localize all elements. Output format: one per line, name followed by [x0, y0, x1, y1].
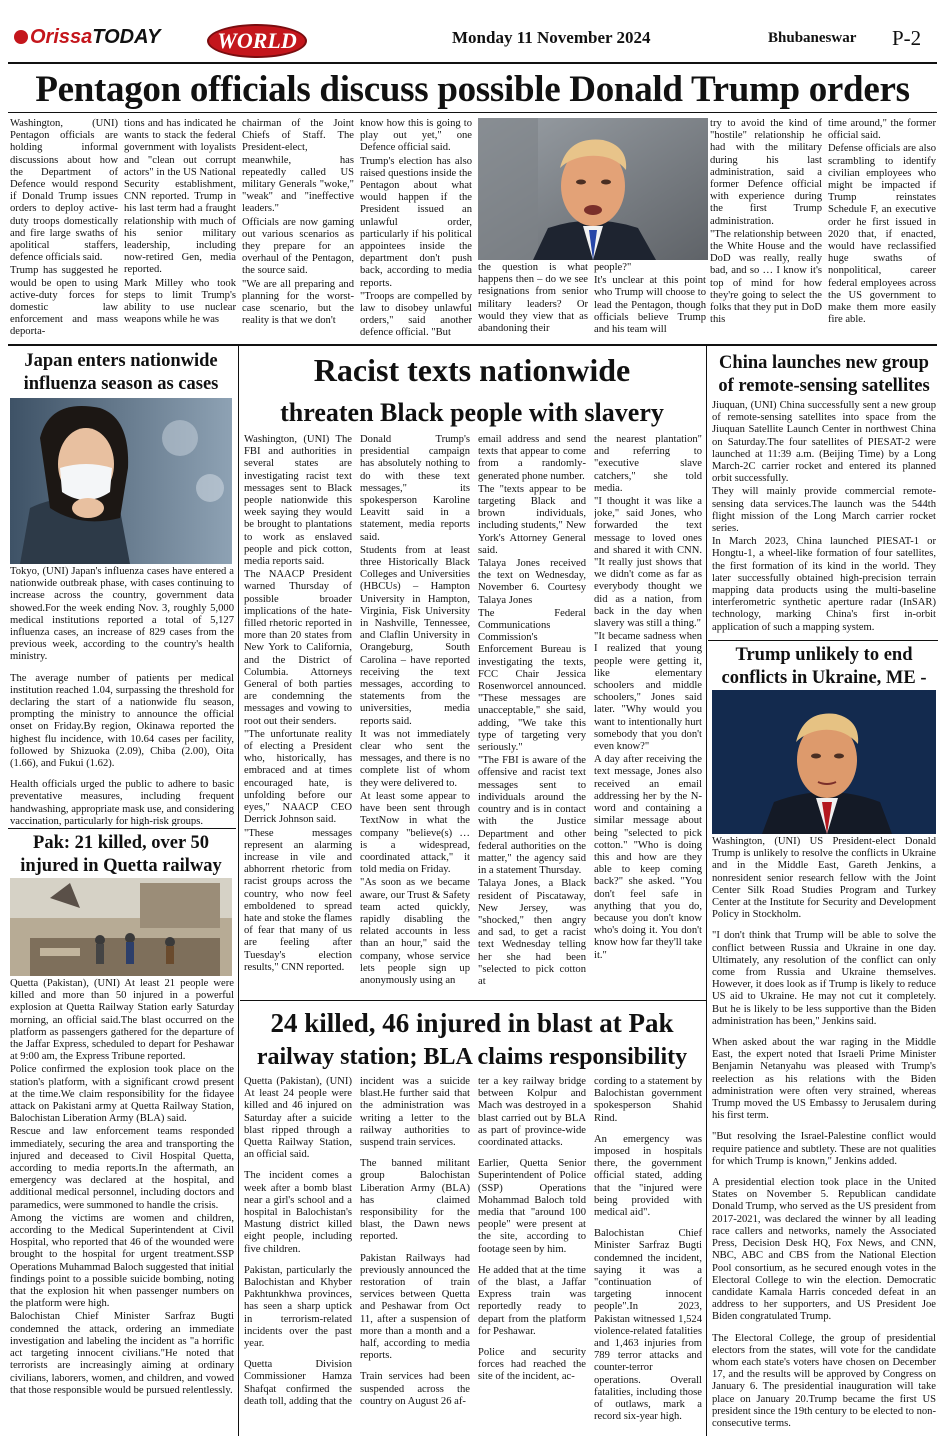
lead-column-1: [10, 118, 118, 340]
lead-column-6: [594, 262, 706, 340]
racist-paragraph: "These messages represent an alarming increase in vile and abhorrent rhetoric from racist groups across the country, who now feel emboldened to spread hate and stoke the flames of fear that many of us are feeling after Tuesday's election results," CNN reported.: [244, 827, 352, 973]
japan-body: [10, 566, 234, 826]
racist-paragraph: the nearest plantation" and referring to "executive slave catchers," she told media.: [594, 434, 702, 494]
logo-brand-part1: Orissa: [30, 26, 93, 48]
lead-headline-rule: [8, 112, 937, 113]
racist-column-1: [244, 434, 352, 994]
ukraine-paragraph: "I don't think that Trump will be able to solve the conflict between Russia and Ukraine in one day. Ultimately, any resolution of the conflict can only come from Russia and Ukraine themselves. However, it does look as if Trump is likely to reduce US aid to Ukraine. He may not cut it completely. But he is likely to be less supportive than the Biden administration has been," Jenkins said.: [712, 930, 936, 1027]
blast-column-1: [244, 1076, 352, 1436]
racist-paragraph: "I thought it was like a joke," said Jones, who forwarded the text message to loved ones and shared it with CNN. "It really just shows that we didn't come as far as everybody thought we did as a nation, from back in the day when slavery was still a thing.": [594, 496, 702, 630]
blast-column-4: [594, 1076, 702, 1436]
city-label: Bhubaneswar: [768, 30, 857, 46]
lead-photo-trump: [478, 118, 708, 260]
racist-paragraph: The "texts appear to be targeting Black and brown individuals, including students," New York's Attorney General said.: [478, 483, 586, 556]
lead-paragraph: know how this is going to play out yet," one Defence official said.: [360, 118, 472, 154]
racist-paragraph: The NAACP President warned Thursday of possible broader implications of the hate-filled rhetoric reported in more than 20 states from New York to California, and the District of Columbia. Attorneys General of both parties are condemning the messages and vowing to root out their senders.: [244, 569, 352, 727]
blast-paragraph: incident was a suicide blast.He further said that the administration was writing a letter to the railway authorities to suspend train services.: [360, 1076, 470, 1149]
racist-paragraph: At least some appear to have been sent through TextNow in what the company "believe(s) … is a widespread, coordinated attack," it told media on Friday.: [360, 790, 470, 876]
quetta-small-paragraph: Police confirmed the explosion took place on the station's platform, with a significant crowd present at the time.We claim responsibility for the fidayee attack on Pakistani army at Quetta Railway Station, Balochistan Liberation Army (BLA) said.: [10, 1064, 234, 1125]
lead-paragraph: try to avoid the kind of "hostile" relationship he had with the military during his last administration, said a former Defence official with experience during the first Trump administration.: [710, 118, 822, 227]
lead-bottom-rule: [8, 344, 937, 346]
lead-paragraph: Defense officials are also scrambling to identify civilian employees who might be impacted if Trump reinstates Schedule F, an executive order he first issued in 2020 that, if enacted, would have reclassified huge swaths of nonpolitical, career federal employees across the US government to make them more easily fire able.: [828, 143, 936, 326]
racist-paragraph: Talaya Jones received the text on Wednesday, November 6. Courtesy Talaya Jones: [478, 558, 586, 606]
lead-paragraph: Washington, (UNI) Pentagon officials are holding informal discussions about how the Department of Defence would respond if Donald Trump issues orders to deploy active-duty troops domestically and fire large swaths of apolitical staffers, defence officials said.: [10, 118, 118, 264]
ukraine-paragraph: When asked about the war raging in the Middle East, the expert noted that Israeli Prime Minister Benjamin Netanyahu was pleased with Trump's reelection as his relations with the Biden administration were often very strained, whereas Trump moved the US Embassy to Jerusalem during his first term.: [712, 1037, 936, 1122]
blast-column-2: [360, 1076, 470, 1436]
lead-column-3: [242, 118, 354, 340]
lead-paragraph: Trump's election has also raised questions inside the Pentagon about what would happen if the President issued an unlawful order, particularly if his political appointees inside the department don't push back, according to media reports.: [360, 155, 472, 289]
quetta-small-paragraph: Quetta (Pakistan), (UNI) At least 21 people were killed and more than 50 injured in a powerful explosion at Quetta Railway Station early Saturday morning, an official said.The blast occurred on the platform as passengers gathered for the departure of the Jaffar Express, scheduled to depart for Peshawar at 9:00 am, the Express Tribune reported.: [10, 978, 234, 1063]
dateline: Monday 11 November 2024: [452, 28, 651, 47]
china-body: [712, 400, 936, 638]
japan-paragraph: The average number of patients per medical institution reached 1.04, surpassing the threshold for declaring the start of a nationwide flu season, prompting the ministry to announce the official onset on Friday.By region, Okinawa reported the highest flu incidence, with 10.64 cases per facility, followed by Shizuoka (2.09), Chiba (2.00), Oita (1.66), and Fukui (1.62).: [10, 672, 234, 770]
blast-paragraph: An emergency was imposed in hospitals there, the government official stated, adding that the "injured were being provided with medical aid".: [594, 1133, 702, 1219]
ukraine-body: [712, 836, 936, 1436]
blast-headline-line2: railway station; BLA claims responsibility: [256, 1044, 688, 1070]
blast-paragraph: Quetta Division Commissioner Hamza Shafqat confirmed the death toll, adding that the: [244, 1359, 352, 1407]
racist-paragraph: "It became sadness when I realized that young people were getting it, like elementary schoolers and middle schoolers," Jones said later. "Why would you want to intentionally hurt somebody that you don't even know?": [594, 631, 702, 753]
blast-headline-line1: 24 killed, 46 injured in blast at Pak: [270, 1008, 674, 1038]
lead-headline: Pentagon officials discuss possible Donald Trump orders: [35, 69, 910, 110]
racist-paragraph: "The unfortunate reality of electing a President who, historically, has embraced and at times encouraged hate, is unfolding before our eyes," NAACP CEO Derrick Johnson said.: [244, 728, 352, 826]
right-column-divider: [706, 346, 707, 1436]
racist-bottom-rule: [240, 1000, 706, 1001]
racist-paragraph: A day after receiving the text message, Jones also received an email addressing her by the N-word and containing a similar message about being "selected to pick cotton." "Who is doing this and how are they able to keep coming back?" she asked. "You don't feel safe in anything that you do, because you don't know who's doing it. You don't know how far they'll take it.": [594, 754, 702, 961]
japan-paragraph: Health officials urged the public to adhere to basic preventative measures, including frequent handwashing, appropriate mask use, and considering vaccination, particularly for high-risk groups.: [10, 779, 234, 826]
lead-paragraph: tions and has indicated he wants to stack the federal government with loyalists and "clean out corrupt actors" in the US National Security establishment, CNN reported. Trump in his last term had a fraught relationship with much of his senior military leadership, including now-retired Gen, media reported.: [124, 118, 236, 276]
ukraine-headline: Trump unlikely to end conflicts in Ukraine, ME -: [721, 645, 927, 688]
blast-paragraph: Train services had been suspended across the country on August 26 af-: [360, 1371, 470, 1407]
ukraine-paragraph: The Electoral College, the group of presidential electors from the states, will vote for the candidate whom each state's voters have chosen on December 17, and the results will be approved by Congress on January 6. The presidential inauguration will take place on January 20.Trump became the first US president since the 19th century to be elected to non-consecutive terms.: [712, 1332, 936, 1429]
china-paragraph: In March 2023, China launched PIESAT-1 or Hongtu-1, a wheel-like formation of four satellites, the first formation of its kind in the world. They later successfully obtained high-precision terrain mapping data products using the multi-baseline interferometric synthetic aperture radar (InSAR) technology, marking China's first in-orbit application of such a mapping system.: [712, 536, 936, 633]
lead-paragraph: the question is what happens then – do we see resignations from senior military leaders? Or would they view that as abandoning their: [478, 262, 588, 335]
blast-paragraph: Quetta (Pakistan), (UNI) At least 24 people were killed and 46 injured on Saturday after a suicide blast ripped through a Quetta Railway Station, an official said.: [244, 1076, 352, 1161]
lead-paragraph: Trump has suggested he would be open to using active-duty forces for domestic law enforcement and mass deporta-: [10, 265, 118, 338]
quetta-small-paragraph: Balochistan Chief Minister Sarfraz Bugti condemned the attack, ordering an immediate investigation and labeling the incident as "a horrific act targeting innocent civilians."He noted that terrorists are increasingly aiming at ordinary civilians, laborers, women, and children, and vowed that those responsible would be pursued relentlessly.: [10, 1311, 234, 1396]
racist-paragraph: It was not immediately clear who sent the messages, and there is no complete list of whom they were delivered to.: [360, 728, 470, 789]
racist-paragraph: email address and send texts that appear to come from a randomly-generated phone number.: [478, 434, 586, 482]
china-paragraph: They will mainly provide commercial remote-sensing data services.The launch was the 544th flight mission of the Long March carrier rocket series.: [712, 486, 936, 535]
blast-paragraph: Pakistan Railways had previously announced the restoration of train services between Quetta and Peshawar from Oct 11, after a suspension of more than a month and a half, according to media reports.: [360, 1252, 470, 1362]
page-number: P-2: [892, 26, 922, 50]
logo-emblem-icon: [14, 30, 28, 44]
lead-column-7: [710, 118, 822, 340]
racist-headline-line2: threaten Black people with slavery: [280, 398, 664, 427]
racist-column-2: [360, 434, 470, 994]
lead-paragraph: "Troops are compelled by law to disobey unlawful orders," said another defence official. "But: [360, 290, 472, 339]
lead-paragraph: "We are all preparing and planning for the worst-case scenario, but the reality is that we don't: [242, 278, 354, 327]
quetta-blast-site-photo: [10, 878, 232, 976]
blast-paragraph: The incident comes a week after a bomb blast near a girl's school and a hospital in Balochistan's Mastung district killed eight people, including five children.: [244, 1170, 352, 1255]
ukraine-photo-trump: [712, 690, 936, 834]
blast-paragraph: He added that at the time of the blast, a Jaffar Express train was reportedly ready to depart from the platform for Peshawar.: [478, 1264, 586, 1337]
racist-paragraph: "As soon as we became aware, our Trust & Safety team acted quickly, rapidly disabling the related accounts in less than an hour," said the company, whose service lets people sign up anonymously using an: [360, 877, 470, 986]
quetta-small-headline: Pak: 21 killed, over 50 injured in Quetta railway: [20, 833, 222, 876]
lead-column-2: [124, 118, 236, 340]
lead-column-4: [360, 118, 472, 340]
ukraine-paragraph: Washington, (UNI) US President-elect Donald Trump is unlikely to resolve the conflicts in Ukraine and in the Middle East, Gareth Jenkins, a nonresident senior research fellow with the Joint Center Silk Road Studies Program and Turkey Center at the Institute for Security and Development Policy in Stockholm.: [712, 836, 936, 921]
china-paragraph: Jiuquan, (UNI) China successfully sent a new group of remote-sensing satellites into space from the Jiuquan Satellite Launch Center in northwest China on Saturday.The four satellites of PIESAT-2 were launched at 11:39 a.m. (Beijing Time) by a Long March-2C carrier rocket and entered its planned orbit successfully.: [712, 400, 936, 485]
china-headline: China launches new group of remote-sensing satellites: [718, 353, 930, 396]
lead-paragraph: "The relationship between the White House and the DoD was really, really bad, and so … I know it's top of mind for how they're going to select the folks that they put in DoD this: [710, 228, 822, 326]
blast-paragraph: Pakistan, particularly the Balochistan and Khyber Pakhtunkhwa provinces, has seen a sharp uptick in terrorism-related incidents over the past year.: [244, 1264, 352, 1350]
blast-paragraph: Balochistan Chief Minister Sarfraz Bugti condemned the incident, saying it was a "continuation of targeting innocent people".In 2023, Pakistan witnessed 1,524 violence-related fatalities and 1,463 injuries from 789 terror attacks and counter-terror operations. Overall fatalities, including those of outlaws, mark a record six-year high.: [594, 1228, 702, 1423]
racist-column-4: [594, 434, 702, 994]
masthead-rule: [8, 62, 937, 64]
racist-paragraph: "The FBI is aware of the offensive and racist text messages sent to individuals around the country and is in contact with the Justice Department and other federal authorities on the matter," the agency said in a statement Thursday.: [478, 755, 586, 877]
china-bottom-rule: [708, 640, 938, 641]
lead-paragraph: people?": [594, 262, 632, 273]
japan-photo-masked-woman: [10, 398, 232, 564]
lead-column-5: [478, 262, 588, 340]
japan-headline: Japan enters nationwide influenza season as cases: [23, 351, 219, 394]
racist-paragraph: Talaya Jones, a Black resident of Piscataway, New Jersey, was "shocked," then angry and sad, to get a racist text Wednesday telling her she had been "selected to pick cotton at: [478, 878, 586, 987]
racist-paragraph: The Federal Communications Commission's Enforcement Bureau is investigating the texts, FCC Chair Jessica Rosenworcel announced. "These messages are unacceptable," she said, adding, "We take this type of targeting very seriously.": [478, 607, 586, 754]
quetta-small-paragraph: Rescue and law enforcement teams responded immediately, securing the area and transporting the injured and deceased to Civil Hospital Quetta, according to media reports.In the aftermath, an emergency was declared at the hospital, and additional medical personnel, including doctors and paramedics, were summoned to handle the crisis.: [10, 1126, 234, 1211]
blast-paragraph: Police and security forces had reached the site of the incident, ac-: [478, 1347, 586, 1383]
lead-paragraph: Officials are now gaming out various scenarios as they prepare for an overhaul of the Pentagon, the source said.: [242, 216, 354, 277]
lead-paragraph: chairman of the Joint Chiefs of Staff. The President-elect, meanwhile, has repeatedly called US military Generals "woke," "weak" and "ineffective leaders.": [242, 118, 354, 215]
ukraine-paragraph: "But resolving the Israel-Palestine conflict would require patience and subtlety. These are not qualities for which Trump is known," Jenkins added.: [712, 1131, 936, 1167]
lead-paragraph: It's unclear at this point who Trump will choose to lead the Pentagon, though officials believe Trump and his team will: [594, 275, 706, 336]
blast-paragraph: ter a key railway bridge between Kolpur and Mach was destroyed in a blast carried out by BLA as part of province-wide coordinated attacks.: [478, 1076, 586, 1149]
lead-paragraph: time around," the former official said.: [828, 118, 936, 142]
logo-brand-part2: TODAY: [92, 26, 161, 48]
racist-headline-line1: Racist texts nationwide: [313, 352, 631, 388]
japan-paragraph: Tokyo, (UNI) Japan's influenza cases have entered a nationwide outbreak phase, with cases continuing to increase across the country, government data showed.For the week ending Nov. 3, roughly 5,000 medical institutions reported a total of 5,127 influenza cases, an increase of 829 cases from the previous week, according to the country's health ministry.: [10, 566, 234, 663]
blast-column-3: [478, 1076, 586, 1436]
section-badge: WORLD: [207, 24, 307, 58]
racist-paragraph: Washington, (UNI) The FBI and authorities in several states are investigating racist text messages sent to Black people nationwide this week saying they would be brought to plantations to work as enslaved people and pick cotton, media reports said.: [244, 434, 352, 568]
lead-column-8: [828, 118, 936, 340]
racist-paragraph: Donald Trump's presidential campaign has absolutely nothing to do with these text messages," its spokesperson Karoline Leavitt said in a statement, media reports said.: [360, 434, 470, 543]
blast-paragraph: Earlier, Quetta Senior Superintendent of Police (SSP) Operations Mohammad Baloch told media that "around 100 people" were present at the site, according to footage seen by him.: [478, 1158, 586, 1255]
japan-bottom-rule: [8, 828, 236, 829]
quetta-small-body: [10, 978, 234, 1430]
blast-paragraph: cording to a statement by Balochistan government spokesperson Shahid Rind.: [594, 1076, 702, 1124]
blast-paragraph: The banned militant group Balochistan Liberation Army (BLA) has claimed responsibility for the blast, the Dawn news reported.: [360, 1158, 470, 1243]
ukraine-paragraph: A presidential election took place in the United States on November 5. Republican candidate Donald Trump, who served as the US president from 2017-2021, was declared the winner by all leading race callers and networks, namely the Associated Press, Decision Desk HQ, Fox News, and CNN, NBC, ABC and CBS from the National Election Pool consortium, as he secured enough votes in the Electoral College to win the election. Democratic candidate Kamala Harris conceded defeat in an address to her supporters, and US President Joe Biden congratulated Trump.: [712, 1177, 936, 1323]
racist-paragraph: Students from at least three Historically Black Colleges and Universities (HBCUs) – Hampton University in Hampton, Virginia, Fisk University in Nashville, Tennessee, and Claflin University in Orangeburg, South Carolina – have reported receiving the text messages, according to statements from the universities, media reports said.: [360, 544, 470, 727]
racist-column-3: [478, 434, 586, 994]
lead-paragraph: Mark Milley who took steps to limit Trump's ability to use nuclear weapons while he was: [124, 277, 236, 326]
quetta-small-paragraph: Among the victims are women and children, according to the Medical Superintendent at Civil Hospital, who reported that 46 of the wounded were brought to the hospital for urgent treatment.SSP Operations Muhammad Baloch suggested that initial findings point to a possible suicide bombing, noting that the explosion hit when passenger numbers on the platform were high.: [10, 1212, 234, 1310]
left-column-divider: [238, 346, 239, 1436]
newspaper-logo: [14, 26, 160, 49]
